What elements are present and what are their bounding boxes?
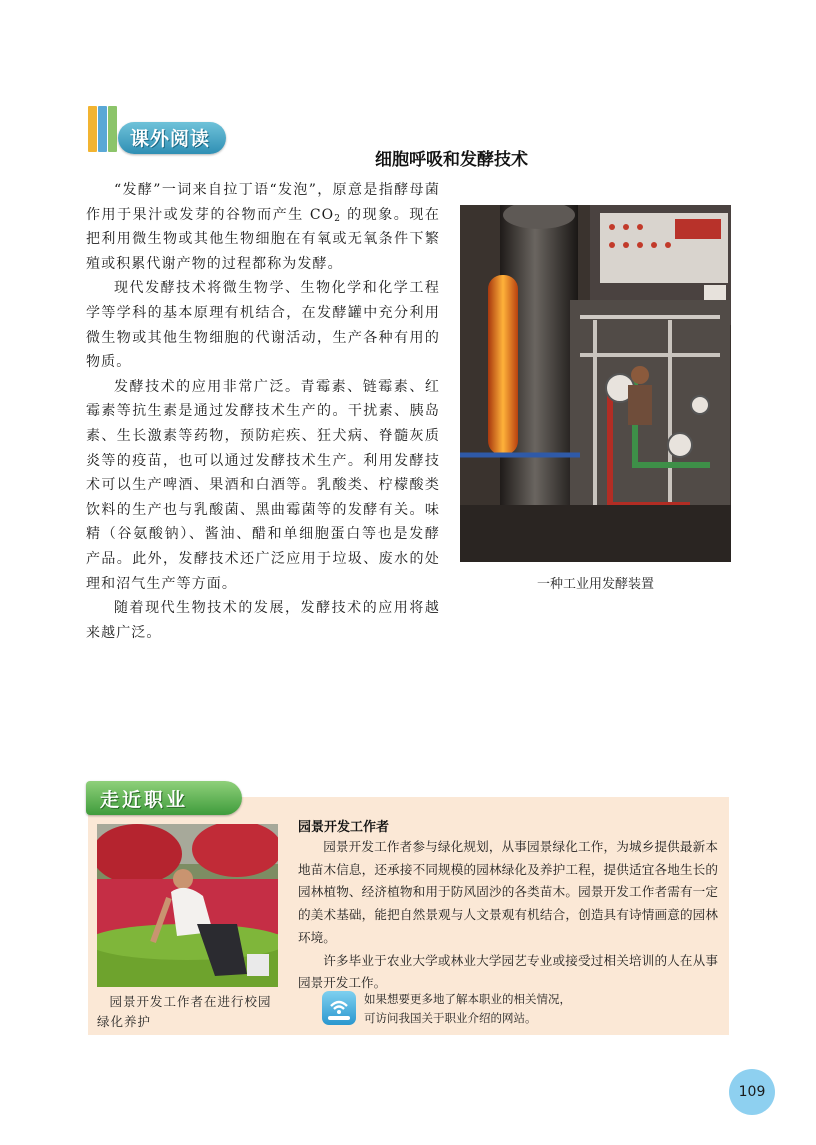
- gardener-photo: [97, 824, 278, 987]
- page-number: 109: [729, 1069, 775, 1115]
- career-title: 园景开发工作者: [298, 820, 390, 835]
- article-paragraph-3: 发酵技术的应用非常广泛。青霉素、链霉素、红霉素等抗生素是通过发酵技术生产的。干扰素、胰岛素、生长激素等药物，预防疟疾、狂犬病、脊髓灰质炎等的疫苗，也可以通过发酵技术生产。利用发酵技术可以生产啤酒、果酒和白酒等。乳酸类、柠檬酸类饮料的生产也与乳酸菌、黑曲霉菌等的发酵有关。味精（谷氨酸钠）、酱油、醋和单细胞蛋白等也是发酵产品。此外，发酵技术还广泛应用于垃圾、废水的处理和沼气生产等方面。: [86, 378, 440, 592]
- career-paragraph-2: 许多毕业于农业大学或林业大学园艺专业或接受过相关培训的人在从事园景开发工作。: [298, 952, 718, 991]
- article-paragraph-1: [86, 178, 440, 276]
- article-paragraph-2: 现代发酵技术将微生物学、生物化学和化学工程学等学科的基本原理有机结合，在发酵罐中充分利用微生物或其他生物细胞的代谢活动，生产各种有用的物质。: [86, 280, 440, 371]
- article-p1-text-cont: 的现象。现在把利用微生物或其他生物细胞在有氧或无氧条件下繁殖或积累代谢产物的过程都称为发酵。: [86, 206, 440, 272]
- website-note-line-2: 可访问我国关于职业介绍的网站。: [364, 1011, 537, 1025]
- career-badge-label: 走近职业: [100, 789, 189, 811]
- gardener-photo-caption: 园景开发工作者在进行校园绿化养护: [97, 994, 272, 1029]
- website-note-line-1: 如果想要更多地了解本职业的相关情况，: [364, 992, 571, 1006]
- career-body: [298, 836, 718, 995]
- website-note: [364, 990, 664, 1028]
- article-paragraph-4: 随着现代生物技术的发展，发酵技术的应用将越来越广泛。: [86, 600, 440, 641]
- reading-section-badge: [86, 104, 226, 158]
- article-p1-text: “发酵”一词来自拉丁语“发泡”，原意是指酵母菌作用于果汁或发芽的谷物而产生 CO: [86, 182, 440, 223]
- article-body: [86, 178, 440, 645]
- co2-subscript: 2: [334, 213, 342, 224]
- fermenter-photo: [460, 205, 731, 562]
- section-title: 细胞呼吸和发酵技术: [375, 150, 528, 170]
- reading-badge-label: 课外阅读: [130, 128, 211, 150]
- fermenter-photo-caption: 一种工业用发酵装置: [536, 577, 654, 592]
- career-paragraph-1: 园景开发工作者参与绿化规划，从事园景绿化工作，为城乡提供最新本地苗木信息，还承接不同规模的园林绿化及养护工程，提供适宜各地生长的园林植物、经济植物和用于防风固沙的各类苗木。园景开发工作者需有一定的美术基础，能把自然景观与人文景观有机结合，创造具有诗情画意的园林环境。: [298, 839, 718, 945]
- website-icon: [322, 991, 356, 1025]
